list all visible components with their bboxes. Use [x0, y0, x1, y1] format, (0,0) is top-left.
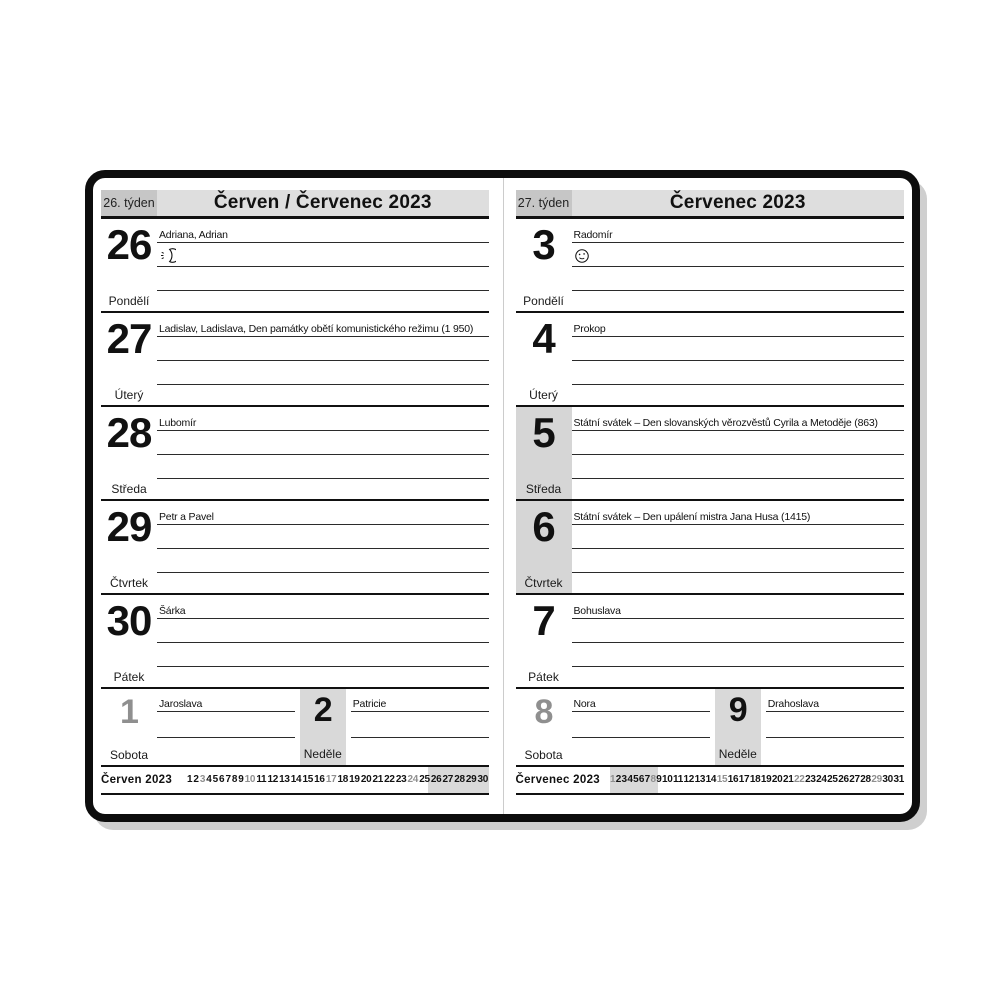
writing-area — [572, 501, 905, 593]
day-entry: Ladislav, Ladislava, Den památky obětí komunistického režimu (1 950) — [157, 314, 489, 337]
writing-line — [157, 337, 489, 361]
writing-area — [157, 595, 489, 687]
holiday-entry: Státní svátek – Den slovanských věrozvěstů Cyrila a Metoděje (863) — [572, 408, 905, 431]
day-name: Pátek — [528, 670, 559, 684]
day-row — [516, 219, 905, 313]
day-entry: Lubomír — [157, 408, 489, 431]
writing-line — [572, 361, 905, 385]
footer-day-number: 6 — [638, 774, 645, 785]
footer-day-number: 18 — [337, 774, 349, 785]
day-cell — [516, 219, 572, 311]
day-entry: Petr a Pavel — [157, 502, 489, 525]
day-entry: Šárka — [157, 596, 489, 619]
day-name: Sobota — [109, 748, 149, 762]
footer-day-number: 21 — [782, 774, 794, 785]
footer-day-number: 3 — [621, 774, 627, 785]
writing-area — [572, 313, 905, 405]
writing-area — [766, 689, 904, 765]
day-number: 6 — [532, 503, 555, 550]
footer-day-number: 12 — [683, 774, 695, 785]
footer-day-number: 19 — [760, 774, 772, 785]
saturday-cell — [516, 689, 572, 765]
day-entry: Bohuslava — [572, 596, 905, 619]
footer-day-number: 9 — [238, 774, 244, 785]
day-entry: Drahoslava — [766, 690, 904, 712]
writing-line — [157, 243, 489, 267]
footer-day-number: 26 — [430, 774, 442, 785]
day-number: 4 — [532, 315, 555, 362]
day-number: 29 — [106, 503, 152, 550]
day-row — [101, 595, 489, 689]
day-number: 7 — [532, 597, 555, 644]
writing-area — [157, 313, 489, 405]
footer-day-number: 13 — [694, 774, 706, 785]
writing-line — [572, 243, 905, 267]
footer-day-number: 27 — [849, 774, 860, 785]
month-footer — [516, 765, 905, 795]
full-moon-icon — [574, 248, 590, 264]
footer-day-number: 7 — [225, 774, 231, 785]
sunday-cell — [715, 689, 761, 765]
day-number: 8 — [534, 693, 553, 731]
day-name: Sobota — [524, 748, 563, 762]
holiday-entry: Státní svátek – Den upálení mistra Jana Husa (1415) — [572, 502, 905, 525]
footer-day-number: 7 — [644, 774, 650, 785]
day-entry: Radomír — [572, 220, 905, 243]
footer-day-number: 5 — [212, 774, 218, 785]
writing-line — [351, 712, 489, 738]
writing-line — [157, 643, 489, 667]
left-page — [93, 178, 503, 814]
day-row — [516, 595, 905, 689]
day-entry: Adriana, Adrian — [157, 220, 489, 243]
writing-line — [572, 455, 905, 479]
month-title: Červenec 2023 — [572, 190, 905, 216]
writing-area — [157, 689, 295, 765]
footer-day-number: 28 — [860, 774, 871, 785]
footer-day-number: 16 — [314, 774, 325, 785]
footer-month-label: Červen 2023 — [101, 774, 173, 786]
first-quarter-moon-icon — [159, 247, 176, 264]
footer-day-number: 2 — [615, 774, 622, 785]
day-name: Čtvrtek — [109, 576, 148, 590]
writing-area — [572, 595, 905, 687]
day-name: Pátek — [113, 670, 145, 684]
footer-day-number: 22 — [794, 774, 805, 785]
writing-area — [572, 407, 905, 499]
footer-day-number: 20 — [360, 774, 372, 785]
week-label: 27. týden — [516, 190, 572, 216]
footer-day-number: 30 — [477, 774, 489, 785]
footer-day-number: 24 — [407, 774, 419, 785]
footer-day-number: 17 — [325, 774, 337, 785]
sunday-cell — [300, 689, 346, 765]
page-header — [101, 190, 489, 219]
footer-day-number: 11 — [673, 774, 684, 785]
day-cell — [101, 219, 157, 311]
day-number: 27 — [106, 315, 152, 362]
footer-day-number: 25 — [419, 774, 430, 785]
day-cell — [101, 407, 157, 499]
day-cell — [101, 595, 157, 687]
day-entry: Jaroslava — [157, 690, 295, 712]
day-row — [101, 313, 489, 407]
footer-days-strip — [610, 767, 904, 793]
footer-month-label: Červenec 2023 — [515, 774, 600, 786]
footer-day-number: 10 — [244, 774, 256, 785]
day-number: 1 — [120, 693, 138, 731]
day-row — [101, 219, 489, 313]
day-cell — [101, 501, 157, 593]
month-title: Červen / Červenec 2023 — [157, 190, 489, 216]
footer-day-number: 23 — [395, 774, 407, 785]
footer-day-number: 24 — [816, 774, 827, 785]
writing-line — [572, 549, 905, 573]
writing-line — [766, 712, 904, 738]
footer-day-number: 10 — [662, 774, 673, 785]
footer-day-number: 22 — [384, 774, 395, 785]
weekend-row — [101, 689, 489, 765]
writing-area — [572, 689, 710, 765]
footer-day-number: 19 — [349, 774, 360, 785]
footer-day-number: 1 — [187, 774, 193, 785]
day-name: Neděle — [303, 747, 342, 761]
month-footer — [101, 765, 489, 795]
day-row — [516, 313, 905, 407]
writing-area — [157, 219, 489, 311]
writing-area — [157, 407, 489, 499]
writing-line — [157, 525, 489, 549]
day-name: Úterý — [529, 388, 558, 402]
footer-day-number: 3 — [199, 774, 206, 785]
day-cell — [516, 595, 572, 687]
footer-day-number: 16 — [727, 774, 739, 785]
day-number: 9 — [728, 691, 747, 729]
writing-area — [572, 219, 905, 311]
day-entry: Prokop — [572, 314, 905, 337]
footer-day-number: 30 — [882, 774, 893, 785]
holiday-day-cell — [516, 501, 572, 593]
footer-day-number: 14 — [290, 774, 302, 785]
day-row — [101, 407, 489, 501]
footer-day-number: 4 — [627, 774, 633, 785]
right-page — [503, 178, 913, 814]
footer-day-number: 8 — [231, 774, 238, 785]
footer-day-number: 14 — [705, 774, 717, 785]
day-entry: Nora — [572, 690, 710, 712]
day-cell — [101, 313, 157, 405]
day-name: Pondělí — [523, 294, 564, 308]
footer-day-number: 15 — [716, 774, 728, 785]
footer-day-number: 23 — [805, 774, 816, 785]
footer-day-number: 13 — [279, 774, 290, 785]
day-number: 3 — [532, 221, 555, 268]
footer-day-number: 17 — [738, 774, 750, 785]
footer-days-strip — [187, 767, 489, 793]
footer-day-number: 25 — [827, 774, 838, 785]
day-row-holiday — [516, 501, 905, 595]
writing-line — [572, 643, 905, 667]
footer-day-number: 8 — [650, 774, 656, 785]
writing-line — [572, 431, 905, 455]
footer-day-number: 29 — [871, 774, 882, 785]
footer-day-number: 12 — [267, 774, 278, 785]
page-header — [516, 190, 905, 219]
day-number: 26 — [106, 221, 152, 268]
footer-day-number: 5 — [633, 774, 639, 785]
day-name: Středa — [111, 482, 147, 496]
diary-book — [85, 170, 920, 822]
footer-day-number: 21 — [372, 774, 384, 785]
day-row-holiday — [516, 407, 905, 501]
footer-day-number: 1 — [609, 774, 616, 785]
day-name: Čtvrtek — [524, 576, 563, 590]
footer-day-number: 28 — [454, 774, 465, 785]
writing-line — [157, 361, 489, 385]
writing-line — [157, 619, 489, 643]
writing-line — [157, 431, 489, 455]
writing-line — [157, 712, 295, 738]
footer-day-number: 9 — [656, 774, 662, 785]
footer-day-number: 31 — [893, 774, 904, 785]
day-number: 28 — [106, 409, 152, 456]
holiday-day-cell — [516, 407, 572, 499]
footer-day-number: 20 — [771, 774, 783, 785]
day-entry: Patricie — [351, 690, 489, 712]
day-name: Středa — [525, 482, 562, 496]
footer-day-number: 2 — [193, 774, 199, 785]
footer-day-number: 4 — [206, 774, 212, 785]
week-label: 26. týden — [101, 190, 157, 216]
writing-line — [572, 712, 710, 738]
day-name: Neděle — [718, 747, 757, 761]
footer-day-number: 29 — [465, 774, 477, 785]
day-number: 2 — [313, 691, 332, 729]
saturday-cell — [101, 689, 157, 765]
day-row — [101, 501, 489, 595]
writing-line — [572, 619, 905, 643]
writing-line — [572, 267, 905, 291]
weekend-row — [516, 689, 905, 765]
writing-line — [157, 549, 489, 573]
writing-line — [157, 267, 489, 291]
writing-line — [572, 337, 905, 361]
writing-area — [351, 689, 489, 765]
footer-day-number: 26 — [838, 774, 849, 785]
footer-day-number: 27 — [442, 774, 454, 785]
day-cell — [516, 313, 572, 405]
footer-day-number: 15 — [302, 774, 313, 785]
footer-day-number: 18 — [749, 774, 761, 785]
day-name: Pondělí — [108, 294, 150, 308]
day-name: Úterý — [114, 388, 144, 402]
footer-day-number: 11 — [256, 774, 267, 785]
day-number: 5 — [532, 409, 555, 456]
writing-line — [157, 455, 489, 479]
footer-day-number: 6 — [219, 774, 225, 785]
day-number: 30 — [106, 597, 152, 644]
writing-line — [572, 525, 905, 549]
writing-area — [157, 501, 489, 593]
